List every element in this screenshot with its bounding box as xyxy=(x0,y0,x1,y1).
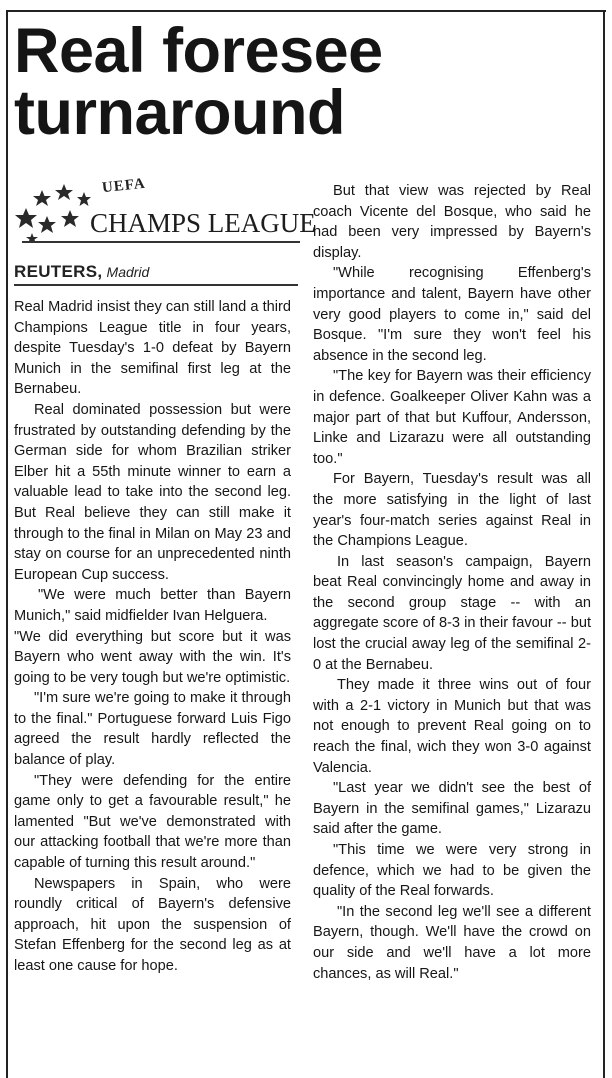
logo-title: CHAMPS LEAGUE xyxy=(90,208,316,238)
paragraph: For Bayern, Tuesday's result was all the more satisfying in the light of last year's four-match series against Real in the Champions League. xyxy=(313,471,591,550)
byline xyxy=(14,262,299,282)
byline-agency: REUTERS, xyxy=(14,262,103,281)
paragraph: "We did everything but score but it was Bayern who went away with the win. It's going to be very tough but we're optimistic. xyxy=(14,628,291,686)
headline: Real foresee turnaround xyxy=(14,16,383,148)
paragraph: "In the second leg we'll see a different Bayern, though. We'll have the crowd on our side and we'll have a lot more chances, as will Real." xyxy=(313,903,591,982)
paragraph: Real Madrid insist they can still land a third Champions League title in four years, despite Tuesday's 1-0 defeat by Bayern Munich in the semifinal first leg at the Bernabeu. xyxy=(14,299,291,398)
paragraph: "We were much better than Bayern Munich," said midfielder Ivan Helguera. xyxy=(14,587,291,624)
byline-rule xyxy=(14,284,298,286)
article-column-right xyxy=(313,181,591,984)
paragraph: Newspapers in Spain, who were roundly critical of Bayern's defensive approach, hit upon the suspension of Stefan Effenberg for the second leg as at least one cause for hope. xyxy=(14,875,291,974)
logo-underline xyxy=(22,241,300,243)
paragraph: Real dominated possession but were frustrated by outstanding defending by the German side for whom Brazilian striker Elber hit a 55th minute winner to earn a valuable lead to take into the second leg. But Real believe they can still make it through to the final in Milan on May 23 and stay on course for an unprecedented ninth European Cup success. xyxy=(14,401,291,583)
paragraph: "This time we were very strong in defence, which we had to be given the quality of the Real forwards. xyxy=(313,842,591,900)
paragraph: They made it three wins out of four with a 2-1 victory in Munich but that was not enough to prevent Real going on to reach the final, wich they won 3-0 against Valencia. xyxy=(313,677,591,776)
champs-league-logo xyxy=(12,175,316,244)
frame-top-rule xyxy=(6,10,606,12)
paragraph: "The key for Bayern was their efficiency in defence. Goalkeeper Oliver Kahn was a major part of that but Kuffour, Andersson, Linke and Lizarazu were all outstanding too." xyxy=(313,368,591,467)
paragraph: "I'm sure we're going to make it through to the final." Portuguese forward Luis Figo agreed the result hardly reflected the balance of play. xyxy=(14,690,291,769)
paragraph: But that view was rejected by Real coach Vicente del Bosque, who said he had been very impressed by Bayern's display. xyxy=(313,183,591,261)
logo-uefa-text: UEFA xyxy=(101,175,147,197)
paragraph: "While recognising Effenberg's importance and talent, Bayern have other very good players to come in," said del Bosque. "I'm sure they won't feel his absence in the second leg. xyxy=(313,265,591,364)
paragraph: "Last year we didn't see the best of Bayern in the semifinal games," Lizarazu said after the game. xyxy=(313,780,591,838)
starball-icon xyxy=(12,178,102,244)
article-column-left xyxy=(14,297,291,977)
paragraph: "They were defending for the entire game only to get a favourable result," he lamented "But we've demonstrated with our attacking football that we're more than capable of turning this result around." xyxy=(14,772,291,872)
paragraph: In last season's campaign, Bayern beat Real convincingly home and away in the second group stage -- with an aggregate score of 8-3 in their favour -- but lost the crucial away leg of the semifinal 2-0 at the Bernabeu. xyxy=(313,553,591,673)
frame-right-rule xyxy=(603,10,605,1078)
frame-left-rule xyxy=(6,10,8,1078)
byline-place: Madrid xyxy=(106,264,150,280)
